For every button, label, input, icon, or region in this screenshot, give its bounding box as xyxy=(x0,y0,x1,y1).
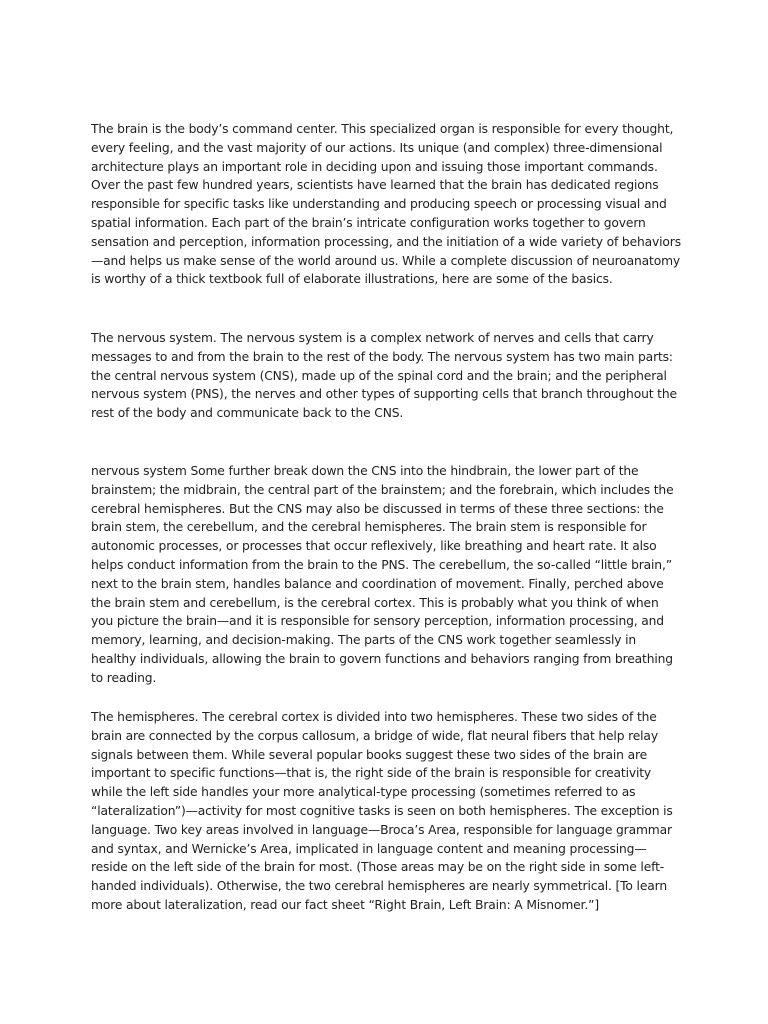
paragraph-cns-sections: nervous system Some further break down the CNS into the hindbrain, the lower part of the brainstem; the midbrain, the central part of the brainstem; and the forebrain, which includes the cerebral hemispheres. But the CNS may also be discussed in terms of these three sections: the brain stem, the cerebellum, and the cerebral hemispheres. The brain stem is responsible for autonomic processes, or processes that occur reflexively, like breathing and heart rate. It also helps conduct information from the brain to the PNS. The cerebellum, the so-called “little brain,” next to the brain stem, handles balance and coordination of movement. Finally, perched above the brain stem and cerebellum, is the cerebral cortex. This is probably what you think of when you picture the brain—and it is responsible for sensory perception, information processing, and memory, learning, and decision-making. The parts of the CNS work together seamlessly in healthy individuals, allowing the brain to govern functions and behaviors ranging from breathing to reading. xyxy=(91,464,674,685)
paragraph-introduction: The brain is the body’s command center. This specialized organ is responsible for every thought, every feeling, and the vast majority of our actions. Its unique (and complex) three-dimensional architecture plays an important role in deciding upon and issuing those important commands. Over the past few hundred years, scientists have learned that the brain has dedicated regions responsible for specific tasks like understanding and producing speech or processing visual and spatial information. Each part of the brain’s intricate configuration works together to govern sensation and perception, information processing, and the initiation of a wide variety of behaviors—and helps us make sense of the world around us. While a complete discussion of neuroanatomy is worthy of a thick textbook full of elaborate illustrations, here are some of the basics. xyxy=(91,122,681,287)
paragraph-nervous-system: The nervous system. The nervous system is a complex network of nerves and cells that carry messages to and from the brain to the rest of the body. The nervous system has two main parts: the central nervous system (CNS), made up of the spinal cord and the brain; and the peripheral nervous system (PNS), the nerves and other types of supporting cells that branch throughout the rest of the body and communicate back to the CNS. xyxy=(91,331,677,421)
paragraph-hemispheres: The hemispheres. The cerebral cortex is divided into two hemispheres. These two sides of the brain are connected by the corpus callosum, a bridge of wide, flat neural fibers that help relay signals between them. While several popular books suggest these two sides of the brain are important to specific functions—that is, the right side of the brain is responsible for creativity while the left side handles your more analytical-type processing (sometimes referred to as “lateralization”)—activity for most cognitive tasks is seen on both hemispheres. The exception is language. Two key areas involved in language—Broca’s Area, responsible for language grammar and syntax, and Wernicke’s Area, implicated in language content and meaning processing—reside on the left side of the brain for most. (Those areas may be on the right side in some left-handed individuals). Otherwise, the two cerebral hemispheres are nearly symmetrical. [To learn more about lateralization, read our fact sheet “Right Brain, Left Brain: A Misnomer.”] xyxy=(91,710,673,912)
